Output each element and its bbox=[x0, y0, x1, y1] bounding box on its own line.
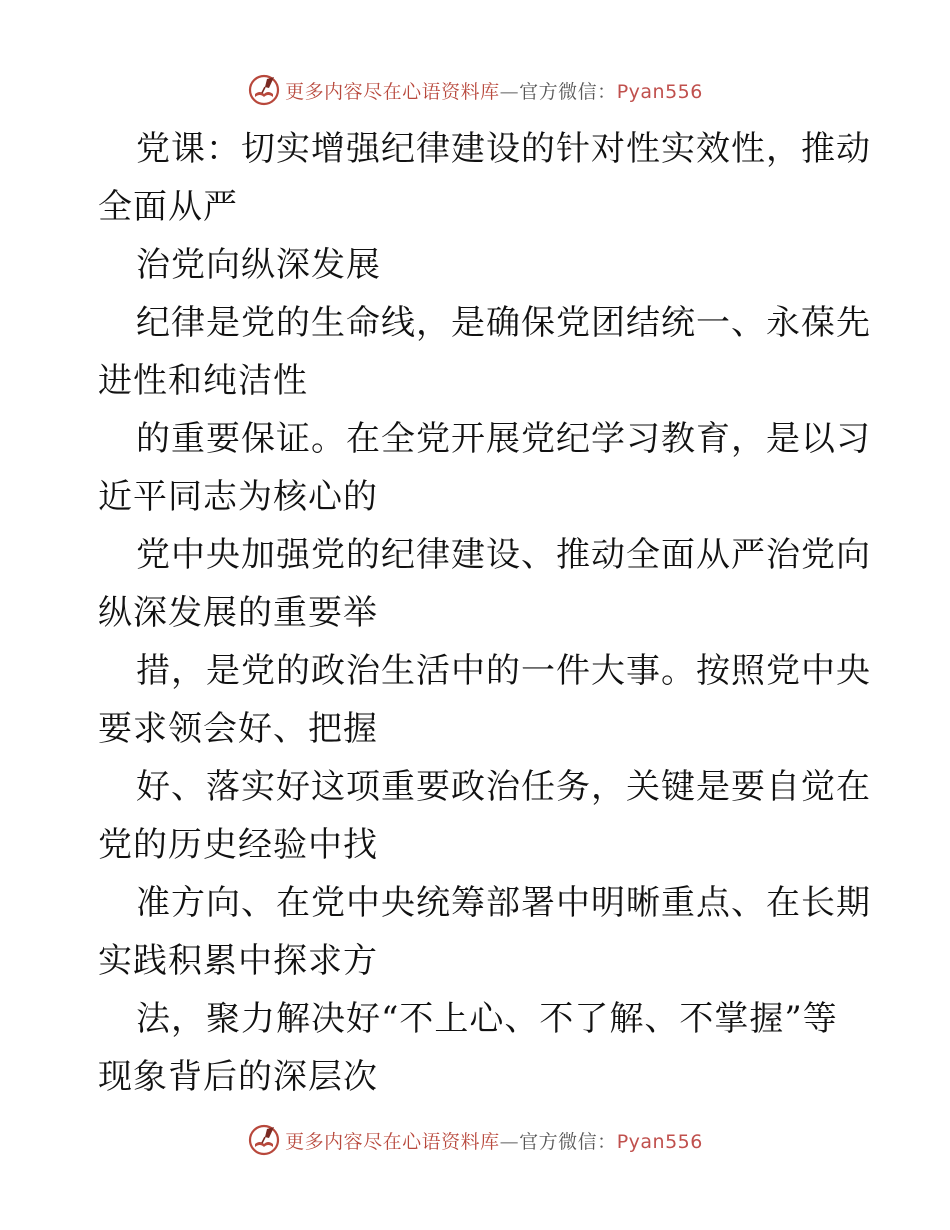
document-title-line-1: 党课：切实增强纪律建设的针对性实效性，推动 bbox=[136, 129, 871, 169]
footer-banner-wechat-id: Pyan556 bbox=[616, 1130, 703, 1153]
header-banner-text bbox=[285, 77, 703, 104]
document-title-line-2: 全面从严 bbox=[98, 187, 238, 227]
paragraph-line: 措，是党的政治生活中的一件大事。按照党中央 bbox=[136, 651, 871, 691]
header-banner-separator: — bbox=[499, 80, 520, 103]
footer-banner-text bbox=[285, 1127, 703, 1154]
header-banner bbox=[0, 70, 950, 110]
paragraph-line: 好、落实好这项重要政治任务，关键是要自觉在 bbox=[136, 767, 871, 807]
paragraph-line: 纪律是党的生命线，是确保党团结统一、永葆先 bbox=[136, 303, 871, 343]
paragraph-line: 要求领会好、把握 bbox=[98, 709, 378, 749]
paragraph-line: 进性和纯洁性 bbox=[98, 361, 308, 401]
paragraph-line: 实践积累中探求方 bbox=[98, 941, 378, 981]
paragraph-line: 纵深发展的重要举 bbox=[98, 593, 378, 633]
paragraph-line: 准方向、在党中央统筹部署中明晰重点、在长期 bbox=[136, 883, 871, 923]
footer-banner-slogan: 更多内容尽在心语资料库 bbox=[285, 1130, 500, 1153]
document-body bbox=[98, 120, 871, 1106]
footer-banner-separator: — bbox=[499, 1130, 520, 1153]
header-banner-wechat-label: 官方微信： bbox=[519, 80, 617, 103]
header-banner-slogan: 更多内容尽在心语资料库 bbox=[285, 80, 500, 103]
footer-banner-wechat-label: 官方微信： bbox=[519, 1130, 617, 1153]
paragraph-line: 近平同志为核心的 bbox=[98, 477, 378, 517]
paragraph-line: 的重要保证。在全党开展党纪学习教育，是以习 bbox=[136, 419, 871, 459]
paragraph-line: 党的历史经验中找 bbox=[98, 825, 378, 865]
open-book-quill-logo-icon bbox=[247, 1123, 281, 1157]
header-banner-wechat-id: Pyan556 bbox=[616, 80, 703, 103]
footer-banner bbox=[0, 1120, 950, 1160]
open-book-quill-logo-icon bbox=[247, 73, 281, 107]
paragraph-line: 党中央加强党的纪律建设、推动全面从严治党向 bbox=[136, 535, 871, 575]
paragraph-line: 现象背后的深层次 bbox=[98, 1057, 378, 1097]
paragraph-line: 法，聚力解决好“不上心、不了解、不掌握”等 bbox=[136, 999, 838, 1039]
document-title-line-3: 治党向纵深发展 bbox=[136, 245, 381, 285]
